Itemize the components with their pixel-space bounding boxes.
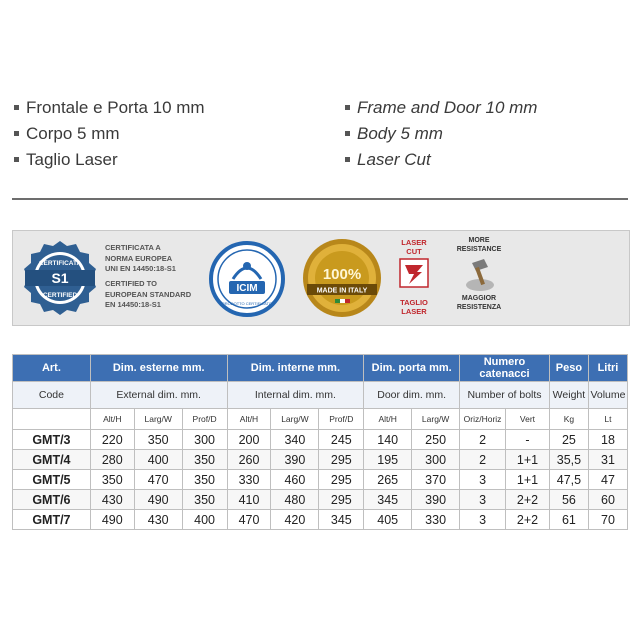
svg-text:CERTIFIED: CERTIFIED xyxy=(42,292,78,299)
table-cell: 140 xyxy=(364,430,412,450)
laser-cut-label-bottom: TAGLIO LASER xyxy=(400,298,428,316)
table-cell: 340 xyxy=(271,430,319,450)
bullet-icon xyxy=(345,131,350,136)
subheader-cell: Lt xyxy=(588,409,627,430)
feature-en-2: Body 5 mm xyxy=(345,124,443,144)
feature-it-1: Frontale e Porta 10 mm xyxy=(14,98,205,118)
table-cell: 47 xyxy=(588,470,627,490)
cell-code: GMT/3 xyxy=(13,430,91,450)
subheader-cell xyxy=(13,409,91,430)
table-cell: 47,5 xyxy=(549,470,588,490)
table-cell: 280 xyxy=(90,450,134,470)
table-cell: 345 xyxy=(319,510,364,530)
icim-logo-icon xyxy=(207,239,287,319)
table-cell: 420 xyxy=(271,510,319,530)
cert-text-it: CERTIFICATA A NORMA EUROPEA UNI EN 14450:18-S1 xyxy=(105,243,176,273)
cell-code: GMT/4 xyxy=(13,450,91,470)
header-bolts: Numero catenacci xyxy=(460,355,550,382)
table-cell: 350 xyxy=(90,470,134,490)
table-cell: 260 xyxy=(227,450,271,470)
table-cell: 430 xyxy=(90,490,134,510)
cert-text-en: CERTIFIED TO EUROPEAN STANDARD EN 14450:18-S1 xyxy=(105,279,192,309)
table-cell: 400 xyxy=(134,450,182,470)
subheader-cell: Oriz/Horiz xyxy=(460,409,506,430)
laser-cut-label-top: LASER CUT xyxy=(401,238,427,256)
header-bolts-en: Number of bolts xyxy=(460,382,550,409)
resistance-label-top: MORE RESISTANCE xyxy=(456,237,502,253)
table-cell: 56 xyxy=(549,490,588,510)
table-cell: 220 xyxy=(90,430,134,450)
table-cell: 490 xyxy=(134,490,182,510)
svg-text:S1: S1 xyxy=(51,270,69,286)
features xyxy=(0,98,640,188)
header-door-dim-en: Door dim. mm. xyxy=(364,382,460,409)
table-cell: 400 xyxy=(182,510,227,530)
resistance-label-bottom: MAGGIOR RESISTENZA xyxy=(456,295,502,311)
table-cell: 1+1 xyxy=(506,450,550,470)
table-row xyxy=(13,470,628,490)
hammer-icon xyxy=(463,257,497,293)
table-cell: 490 xyxy=(90,510,134,530)
svg-text:ICIM: ICIM xyxy=(236,283,258,294)
table-cell: 330 xyxy=(412,510,460,530)
bullet-icon xyxy=(14,157,19,162)
subheader-cell: Larg/W xyxy=(412,409,460,430)
table-cell: 3 xyxy=(460,470,506,490)
laser-cut-icon xyxy=(399,258,429,288)
header-weight-en: Weight xyxy=(549,382,588,409)
header-code: Code xyxy=(13,382,91,409)
table-cell: 295 xyxy=(319,490,364,510)
feature-en-1: Frame and Door 10 mm xyxy=(345,98,537,118)
svg-text:100%: 100% xyxy=(322,266,362,283)
table-cell: 250 xyxy=(412,430,460,450)
table-cell: 70 xyxy=(588,510,627,530)
subheader-cell: Larg/W xyxy=(134,409,182,430)
table-cell: 345 xyxy=(364,490,412,510)
table-cell: 245 xyxy=(319,430,364,450)
bullet-icon xyxy=(14,131,19,136)
table-cell: 3 xyxy=(460,510,506,530)
table-cell: 460 xyxy=(271,470,319,490)
table-cell: 405 xyxy=(364,510,412,530)
feature-it-3: Taglio Laser xyxy=(14,150,118,170)
table-cell: 350 xyxy=(182,450,227,470)
header-weight: Peso xyxy=(549,355,588,382)
table-cell: 35,5 xyxy=(549,450,588,470)
table-cell: 470 xyxy=(227,510,271,530)
s1-certified-badge-icon xyxy=(21,239,99,317)
bullet-icon xyxy=(14,105,19,110)
subheader-cell: Alt/H xyxy=(364,409,412,430)
subheader-cell: Alt/H xyxy=(90,409,134,430)
table-cell: 470 xyxy=(134,470,182,490)
table-cell: 350 xyxy=(182,490,227,510)
made-in-italy-seal-icon xyxy=(301,237,383,319)
table-row xyxy=(13,510,628,530)
header-door-dim: Dim. porta mm. xyxy=(364,355,460,382)
subheader-cell: Prof/D xyxy=(319,409,364,430)
table-cell: 61 xyxy=(549,510,588,530)
bullet-icon xyxy=(345,157,350,162)
bullet-icon xyxy=(345,105,350,110)
subheader-cell: Prof/D xyxy=(182,409,227,430)
table-cell: 295 xyxy=(319,450,364,470)
header-volume: Litri xyxy=(588,355,627,382)
feature-en-3: Laser Cut xyxy=(345,150,431,170)
table-cell: 195 xyxy=(364,450,412,470)
header-ext-dim-en: External dim. mm. xyxy=(90,382,227,409)
cell-code: GMT/6 xyxy=(13,490,91,510)
subheader-cell: Larg/W xyxy=(271,409,319,430)
table-cell: - xyxy=(506,430,550,450)
table-cell: 18 xyxy=(588,430,627,450)
table-row xyxy=(13,490,628,510)
table-cell: 2+2 xyxy=(506,510,550,530)
subheader-cell: Vert xyxy=(506,409,550,430)
subheader-cell: Alt/H xyxy=(227,409,271,430)
table-cell: 300 xyxy=(182,430,227,450)
table-cell: 350 xyxy=(182,470,227,490)
table-row xyxy=(13,430,628,450)
header-int-dim: Dim. interne mm. xyxy=(227,355,364,382)
table-header-en xyxy=(13,382,628,409)
table-cell: 60 xyxy=(588,490,627,510)
table-cell: 330 xyxy=(227,470,271,490)
table-cell: 350 xyxy=(134,430,182,450)
header-art: Art. xyxy=(13,355,91,382)
svg-text:CERTIFICATA: CERTIFICATA xyxy=(38,260,82,267)
table-cell: 370 xyxy=(412,470,460,490)
table-cell: 200 xyxy=(227,430,271,450)
spec-table xyxy=(12,354,628,530)
table-cell: 3 xyxy=(460,490,506,510)
table-cell: 2 xyxy=(460,450,506,470)
table-cell: 390 xyxy=(271,450,319,470)
table-cell: 410 xyxy=(227,490,271,510)
header-ext-dim: Dim. esterne mm. xyxy=(90,355,227,382)
table-cell: 295 xyxy=(319,470,364,490)
table-cell: 480 xyxy=(271,490,319,510)
table-cell: 2+2 xyxy=(506,490,550,510)
subheader-cell: Kg xyxy=(549,409,588,430)
header-int-dim-en: Internal dim. mm. xyxy=(227,382,364,409)
table-cell: 25 xyxy=(549,430,588,450)
cell-code: GMT/7 xyxy=(13,510,91,530)
table-cell: 31 xyxy=(588,450,627,470)
table-row xyxy=(13,450,628,470)
table-subheader xyxy=(13,409,628,430)
header-volume-en: Volume xyxy=(588,382,627,409)
table-cell: 300 xyxy=(412,450,460,470)
table-cell: 430 xyxy=(134,510,182,530)
svg-text:PRODOTTO CERTIFICATO: PRODOTTO CERTIFICATO xyxy=(222,301,272,306)
table-cell: 1+1 xyxy=(506,470,550,490)
table-cell: 390 xyxy=(412,490,460,510)
svg-text:MADE IN ITALY: MADE IN ITALY xyxy=(316,287,368,295)
table-cell: 2 xyxy=(460,430,506,450)
certification-strip xyxy=(12,230,630,326)
divider xyxy=(12,198,628,200)
table-cell: 265 xyxy=(364,470,412,490)
cell-code: GMT/5 xyxy=(13,470,91,490)
feature-it-2: Corpo 5 mm xyxy=(14,124,120,144)
table-header-it xyxy=(13,355,628,382)
